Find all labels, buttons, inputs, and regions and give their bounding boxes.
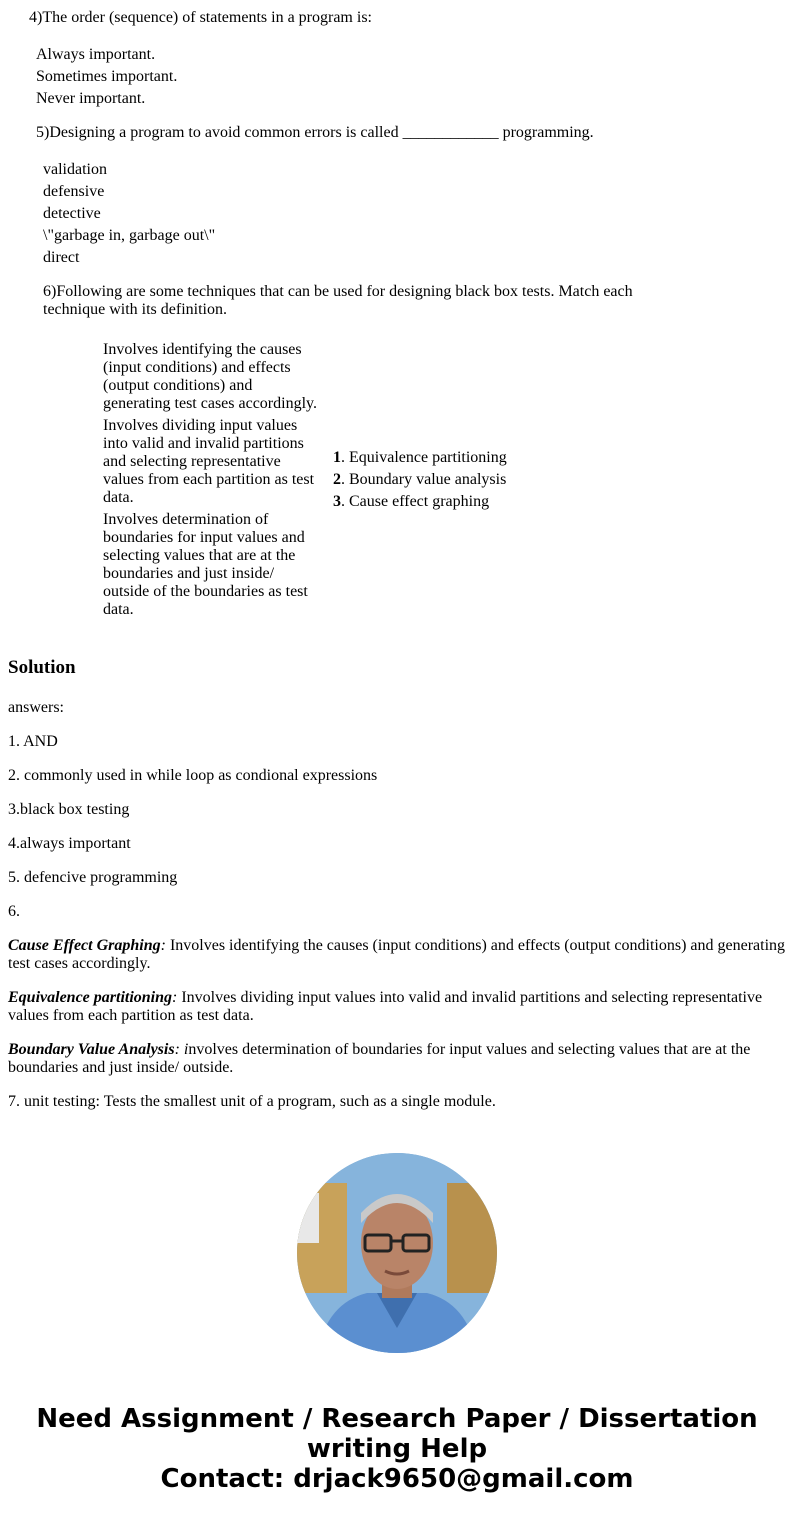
- question-4-options: [36, 46, 177, 112]
- footer-banner: [0, 1404, 794, 1494]
- answer-5: 5. defencive programming: [8, 869, 178, 886]
- footer-contact: Contact: drjack9650@gmail.com: [160, 1464, 634, 1494]
- answer-1: 1. AND: [8, 733, 58, 750]
- option-item: detective: [43, 205, 101, 222]
- definition-item: Involves dividing input values into valid and invalid partitions and selecting representative values from each partition as test data.: [103, 417, 315, 506]
- answer-4: 4.always important: [8, 835, 131, 852]
- footer-line: writing Help: [306, 1434, 488, 1464]
- answer-equivalence: Equivalence partitioning: Involves dividing input values into valid and invalid partitions and selecting representative values from each partition as test data.: [8, 989, 763, 1024]
- definition-item: Involves identifying the causes (input conditions) and effects (output conditions) and generating test cases accordingly.: [103, 341, 317, 412]
- answer-2: 2. commonly used in while loop as condional expressions: [8, 767, 378, 784]
- definition-item: Involves determination of boundaries for input values and selecting values that are at the boundaries and just inside/ outside of the boundaries as test data.: [103, 511, 308, 618]
- option-item: validation: [43, 161, 107, 178]
- author-portrait-icon: [297, 1153, 497, 1353]
- option-item: Sometimes important.: [36, 68, 178, 85]
- question-5: 5)Designing a program to avoid common errors is called ____________ programming.: [36, 124, 594, 141]
- question-5-options: [43, 161, 215, 271]
- question-6: 6)Following are some techniques that can be used for designing black box tests. Match each technique with its definition.: [43, 283, 633, 318]
- match-terms: [333, 449, 507, 515]
- term-item: 3. Cause effect graphing: [333, 493, 490, 510]
- answers-intro: answers:: [8, 699, 64, 716]
- option-item: Never important.: [36, 90, 146, 107]
- answer-boundary: Boundary Value Analysis: involves determination of boundaries for input values and selecting values that are at the boundaries and just inside/ outside.: [8, 1041, 751, 1076]
- answer-7: 7. unit testing: Tests the smallest unit of a program, such as a single module.: [8, 1093, 496, 1110]
- term-item: 1. Equivalence partitioning: [333, 449, 507, 466]
- option-item: Always important.: [36, 46, 156, 63]
- option-item: \"garbage in, garbage out\": [43, 227, 216, 244]
- footer-line: Need Assignment / Research Paper / Dissertation: [36, 1404, 758, 1434]
- option-item: defensive: [43, 183, 105, 200]
- answer-6: 6.: [8, 903, 20, 920]
- term-item: 2. Boundary value analysis: [333, 471, 507, 488]
- question-4: 4)The order (sequence) of statements in a program is:: [29, 9, 372, 26]
- answer-cause-effect: Cause Effect Graphing: Involves identifying the causes (input conditions) and effects (output conditions) and generating test cases accordingly.: [8, 937, 786, 972]
- answer-3: 3.black box testing: [8, 801, 130, 818]
- match-definitions: [103, 341, 321, 623]
- author-avatar: [297, 1153, 497, 1353]
- solution-heading: Solution: [8, 657, 76, 678]
- option-item: direct: [43, 249, 80, 266]
